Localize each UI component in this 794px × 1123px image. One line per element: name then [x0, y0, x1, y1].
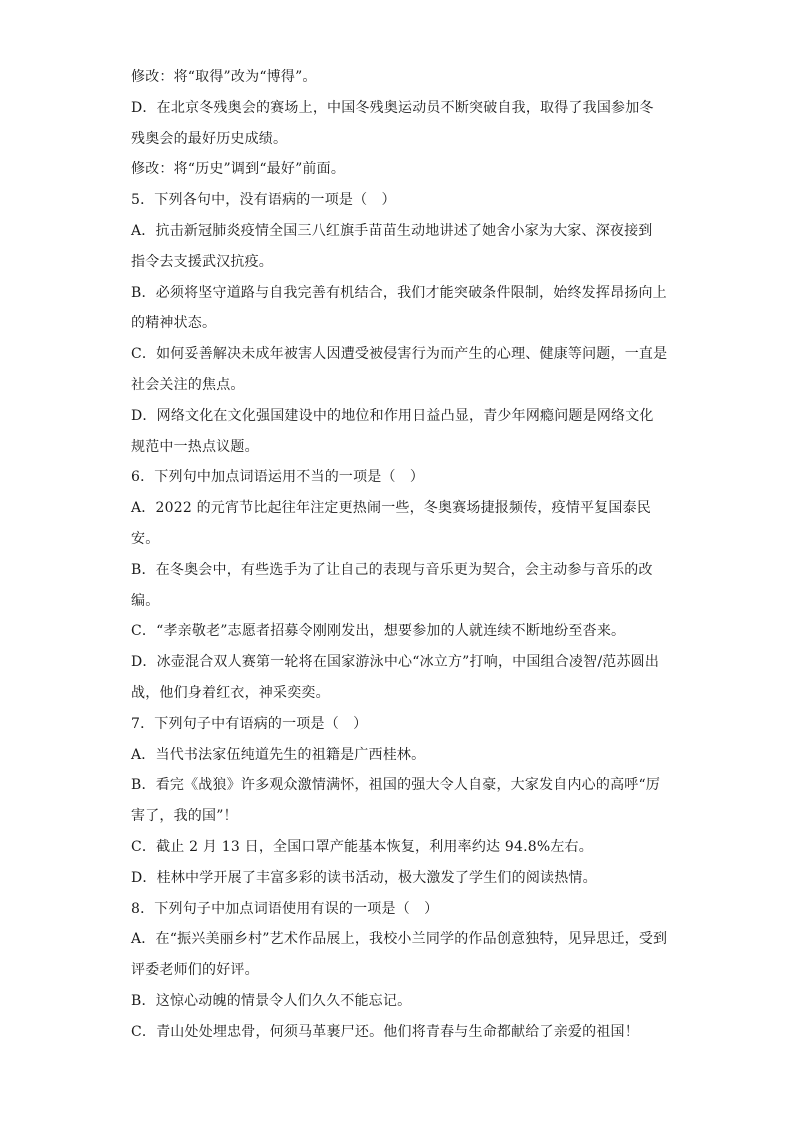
- question-heading: 7．下列句子中有语病的一项是（ ）: [131, 715, 368, 732]
- option-line: D．网络文化在文化强国建设中的地位和作用日益凸显，青少年网瘾问题是网络文化: [131, 407, 654, 424]
- option-line: 规范中一热点议题。: [131, 438, 259, 455]
- option-line: A．抗击新冠肺炎疫情全国三八红旗手苗苗生动地讲述了她舍小家为大家、深夜接到: [131, 222, 653, 239]
- option-line: D．桂林中学开展了丰富多彩的读书活动，极大激发了学生们的阅读热情。: [131, 869, 597, 886]
- option-line: 指令去支援武汉抗疫。: [131, 253, 273, 270]
- question-heading: 6．下列句中加点词语运用不当的一项是（ ）: [131, 469, 425, 486]
- option-line: 的精神状态。: [131, 315, 217, 332]
- option-line: C．如何妥善解决未成年被害人因遭受被侵害行为而产生的心理、健康等问题，一直是: [131, 346, 668, 363]
- text-line: 修改：将“取得”改为“博得”。: [131, 69, 317, 85]
- question-heading: 5．下列各句中，没有语病的一项是（ ）: [131, 192, 396, 209]
- text-line: 修改：将“历史”调到“最好”前面。: [131, 161, 346, 178]
- option-line: 评委老师们的好评。: [131, 962, 259, 979]
- option-line: B．这惊心动魄的情景令人们久久不能忘记。: [131, 992, 412, 1009]
- text-line: D．在北京冬残奥会的赛场上，中国冬残奥运动员不断突破自我，取得了我国参加冬: [131, 99, 654, 116]
- option-line: 安。: [131, 530, 160, 547]
- option-line: A．在“振兴美丽乡村”艺术作品展上，我校小兰同学的作品创意独特，见异思迁，受到: [131, 931, 668, 948]
- option-line: A．当代书法家伍纯道先生的祖籍是广西桂林。: [131, 746, 426, 763]
- option-line: C．青山处处埋忠骨，何须马革裹尸还。他们将青春与生命都献给了亲爱的祖国！: [131, 1023, 639, 1040]
- option-line: C．“孝亲敬老”志愿者招募令刚刚发出，想要参加的人就连续不断地纷至沓来。: [131, 623, 626, 640]
- option-line: 社会关注的焦点。: [131, 376, 245, 393]
- document-body: [131, 62, 671, 1048]
- option-line: D．冰壶混合双人赛第一轮将在国家游泳中心“冰立方”打响，中国组合凌智/范苏圆出: [131, 654, 660, 671]
- option-line: C．截止 2 月 13 日，全国口罩产能基本恢复，利用率约达 94.8%左右。: [131, 838, 593, 855]
- option-line: B．在冬奥会中，有些选手为了让自己的表现与音乐更为契合，会主动参与音乐的改: [131, 561, 653, 578]
- option-line: B．必须将坚守道路与自我完善有机结合，我们才能突破条件限制，始终发挥昂扬向上: [131, 284, 667, 301]
- text-line: 残奥会的最好历史成绩。: [131, 130, 288, 147]
- option-line: 战，他们身着红衣，神采奕奕。: [131, 684, 330, 701]
- question-heading: 8．下列句子中加点词语使用有误的一项是（ ）: [131, 900, 439, 917]
- option-line: B．看完《战狼》许多观众激情满怀，祖国的强大令人自豪，大家发自内心的高呼“厉: [131, 777, 661, 794]
- option-line: 害了，我的国”！: [131, 808, 238, 825]
- option-line: A．2022 的元宵节比起往年注定更热闹一些，冬奥赛场捷报频传，疫情平复国泰民: [131, 500, 651, 517]
- option-line: 编。: [131, 592, 160, 609]
